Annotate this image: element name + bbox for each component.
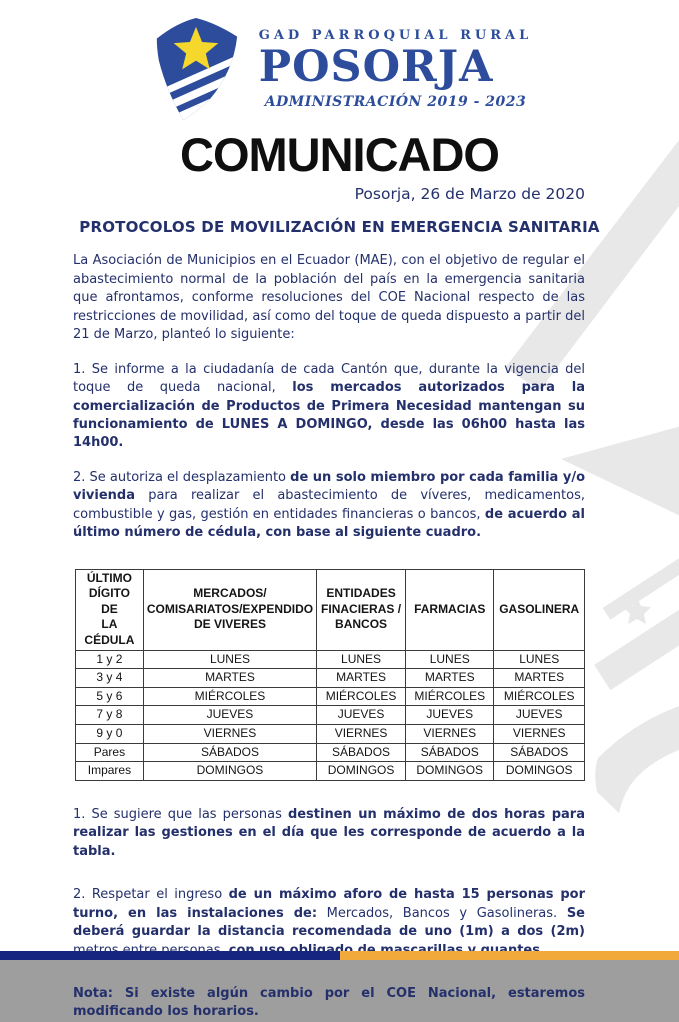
- table-cell: 9 y 0: [76, 725, 144, 744]
- table-header-cell: GASOLINERA: [494, 569, 585, 650]
- logo-name: POSORJA: [259, 45, 533, 90]
- table-header-cell: MERCADOS/ COMISARIATOS/EXPENDIDO DE VIVERES: [143, 569, 316, 650]
- table-cell: MARTES: [406, 669, 494, 688]
- note-2-paragraph: [73, 886, 585, 960]
- text-segment: 1. Se sugiere que las personas: [73, 807, 288, 822]
- table-cell: DOMINGOS: [143, 762, 316, 781]
- dateline: Posorja, 26 de Marzo de 2020: [73, 185, 585, 203]
- schedule-table: [75, 569, 585, 781]
- text-segment: La Asociación de Municipios en el Ecuador (MAE), con el objetivo de regular el abastecimiento normal de la población del país en la emergencia sanitaria que afrontamos, conforme resoluciones del COE Nacional respecto de las restricciones de movilidad, así como del toque de queda dispuesto a partir del 21 de Marzo, planteó lo siguiente:: [73, 253, 585, 342]
- table-header-cell: ÚLTIMO DÍGITO DE LA CÉDULA: [76, 569, 144, 650]
- bold-text-segment: de un máximo aforo de hasta 15 personas por turno, en las instalaciones de:: [73, 887, 585, 920]
- table-cell: LUNES: [143, 650, 316, 669]
- table-row: [76, 650, 585, 669]
- logo-org-line: GAD PARROQUIAL RURAL: [259, 28, 533, 43]
- text-segment: 2. Respetar el ingreso: [73, 887, 229, 902]
- table-cell: 7 y 8: [76, 706, 144, 725]
- footer-blue-stripe: [0, 951, 340, 960]
- table-cell: SÁBADOS: [143, 743, 316, 762]
- table-cell: 1 y 2: [76, 650, 144, 669]
- text-segment: 1. Se informe a la ciudadanía de cada Cantón que, durante la vigencia del toque de queda nacional,: [73, 362, 585, 395]
- logo-header: [0, 0, 679, 125]
- table-cell: LUNES: [317, 650, 406, 669]
- bold-text-segment: de un solo miembro por cada familia y/o vivienda: [73, 470, 585, 503]
- table-cell: JUEVES: [317, 706, 406, 725]
- table-cell: Pares: [76, 743, 144, 762]
- table-header-cell: ENTIDADES FINACIERAS / BANCOS: [317, 569, 406, 650]
- table-cell: VIERNES: [494, 725, 585, 744]
- table-cell: LUNES: [494, 650, 585, 669]
- table-cell: DOMINGOS: [406, 762, 494, 781]
- text-segment: Mercados, Bancos y Gasolineras.: [317, 906, 567, 921]
- table-cell: VIERNES: [406, 725, 494, 744]
- bold-text-segment: los mercados autorizados para la comercialización de Productos de Primera Necesidad mantengan su funcionamiento de LUNES A DOMINGO, desde las 06h00 hasta las 14h00.: [73, 380, 585, 450]
- headline: PROTOCOLOS DE MOVILIZACIÓN EN EMERGENCIA SANITARIA: [60, 218, 619, 236]
- table-cell: MARTES: [494, 669, 585, 688]
- intro-paragraph: [73, 252, 585, 344]
- bold-text-segment: Nota: Si existe algún cambio por el COE Nacional, estaremos modificando los horarios.: [73, 986, 585, 1019]
- table-cell: SÁBADOS: [494, 743, 585, 762]
- schedule-table-head: [76, 569, 585, 650]
- table-cell: DOMINGOS: [317, 762, 406, 781]
- nota-paragraph: [73, 985, 585, 1022]
- item-2-paragraph: [73, 469, 585, 543]
- table-cell: LUNES: [406, 650, 494, 669]
- footer-orange-stripe: [340, 951, 679, 960]
- table-cell: JUEVES: [494, 706, 585, 725]
- schedule-table-body: [76, 650, 585, 780]
- table-cell: JUEVES: [143, 706, 316, 725]
- table-cell: Impares: [76, 762, 144, 781]
- table-cell: JUEVES: [406, 706, 494, 725]
- table-header-row: [76, 569, 585, 650]
- table-row: [76, 669, 585, 688]
- table-cell: VIERNES: [317, 725, 406, 744]
- table-row: [76, 743, 585, 762]
- table-cell: 3 y 4: [76, 669, 144, 688]
- table-cell: DOMINGOS: [494, 762, 585, 781]
- note-1-paragraph: [73, 806, 585, 861]
- footer-bar: [0, 951, 679, 960]
- table-cell: MIÉRCOLES: [406, 687, 494, 706]
- item-1-paragraph: [73, 361, 585, 453]
- logo-admin-line: ADMINISTRACIÓN 2019 - 2023: [259, 94, 533, 110]
- bold-text-segment: Se deberá guardar la distancia recomendada de uno (1m) a dos (2m): [73, 906, 585, 939]
- table-cell: 5 y 6: [76, 687, 144, 706]
- bold-text-segment: de acuerdo al último número de cédula, con base al siguiente cuadro.: [73, 507, 585, 540]
- table-row: [76, 706, 585, 725]
- table-cell: MIÉRCOLES: [143, 687, 316, 706]
- table-cell: MARTES: [143, 669, 316, 688]
- table-row: [76, 687, 585, 706]
- bold-text-segment: destinen un máximo de dos horas para realizar las gestiones en el día que les corresponde de acuerdo a la tabla.: [73, 807, 585, 859]
- page-title: COMUNICADO: [0, 130, 679, 179]
- table-cell: MIÉRCOLES: [494, 687, 585, 706]
- posorja-shield-icon: [147, 13, 245, 125]
- table-row: [76, 762, 585, 781]
- table-cell: SÁBADOS: [317, 743, 406, 762]
- logo-text-block: [259, 28, 533, 109]
- text-segment: 2. Se autoriza el desplazamiento: [73, 470, 290, 485]
- table-cell: MIÉRCOLES: [317, 687, 406, 706]
- table-cell: SÁBADOS: [406, 743, 494, 762]
- table-cell: MARTES: [317, 669, 406, 688]
- table-row: [76, 725, 585, 744]
- table-header-cell: FARMACIAS: [406, 569, 494, 650]
- text-segment: para realizar el abastecimiento de víveres, medicamentos, combustible y gas, gestión en entidades financieras o bancos,: [73, 488, 585, 521]
- table-cell: VIERNES: [143, 725, 316, 744]
